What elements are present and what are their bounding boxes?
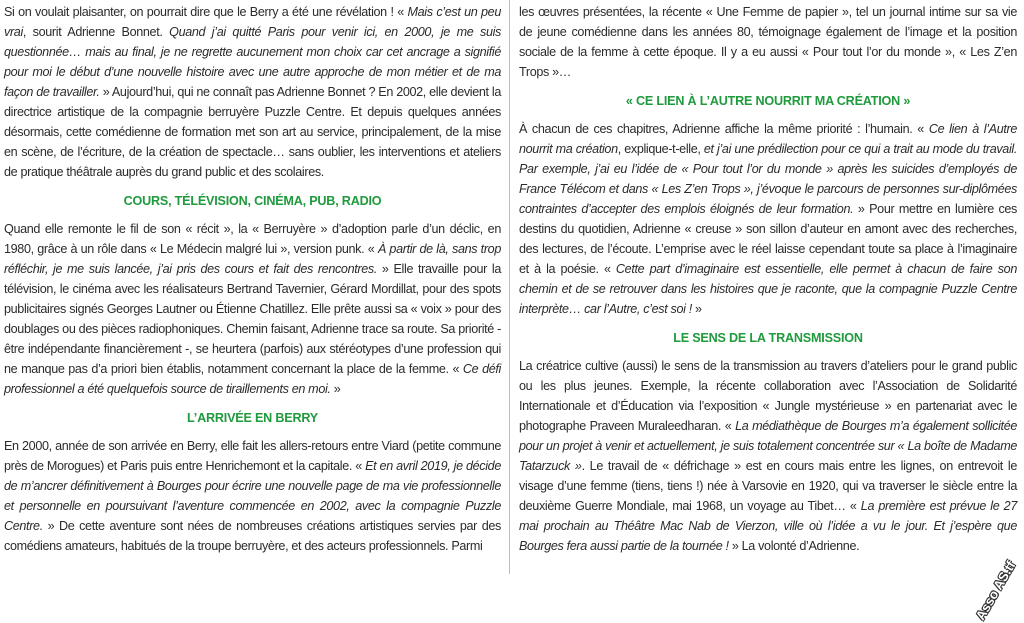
body-text: » Pour mettre en lumière ces destins du quotidien, Adrienne « creuse » son sillon d’auteur en amont avec des recherches, des lectures, de l’écoute. L’emprise avec le réel laisse cependant toute sa place à l’imaginaire et à la poésie. « — [519, 202, 1017, 276]
body-text: À chacun de ces chapitres, Adrienne affiche la même priorité : l’humain. « — [519, 122, 929, 136]
quote-text: Quand j’ai quitté Paris pour venir ici, en 2000, je me suis questionnée… mais au final, je ne regrette aucunement mon choix car cet ancrage a signifié pour moi le début d’une nouvelle histoire avec une autre approche de mon métier et de ma façon de travailler. — [4, 25, 501, 99]
transmission-paragraph — [519, 356, 1017, 556]
section-heading-transmission: LE SENS DE LA TRANSMISSION — [673, 331, 863, 345]
body-text: , sourit Adrienne Bonnet. — [22, 25, 170, 39]
quote-text: Et en avril 2019, je décide de m’ancrer définitivement à Bourges pour écrire une nouvelle page de ma vie professionnelle et personnelle en poursuivant l’aventure commencée en 2002, avec la compagnie Puzzle Centre. — [4, 459, 501, 533]
watermark: Asso AS.tf — [972, 558, 1018, 623]
quote-text: À partir de là, sans trop réfléchir, je me suis lancée, j’ai pris des cours et fait des rencontres. — [4, 242, 501, 276]
body-text: » De cette aventure sont nées de nombreuses créations artistiques servies par des comédiens amateurs, habitués de la troupe berruyère, et des acteurs professionnels. Parmi — [4, 519, 501, 553]
quote-text: et j’ai une prédilection pour ce qui a trait au mode du travail. Par exemple, j’ai eu l’idée de « Pour tout l’or du monde » après les suicides d’employés de France Télécom et dans « Les Z’en Trops », j’évoque le parcours de personnes sur-diplômées contraintes d’accepter des emplois éloignés de leur formation. — [519, 142, 1018, 216]
body-text: » — [330, 382, 341, 396]
right-column — [519, 2, 1017, 556]
section-heading-cours: COURS, TÉLÉVISION, CINÉMA, PUB, RADIO — [123, 194, 382, 208]
body-text: , explique-t-elle, — [617, 142, 704, 156]
section-heading-lien: « CE LIEN À L’AUTRE NOURRIT MA CRÉATION » — [625, 94, 911, 108]
body-text: » — [691, 302, 702, 316]
column-divider — [509, 0, 510, 574]
body-text: En 2000, année de son arrivée en Berry, elle fait les allers-retours entre Viard (petite commune près de Morogues) et Paris puis entre Henrichemont et la capitale. « — [4, 439, 501, 473]
quote-text: Cette part d’imaginaire est essentielle, elle permet à chacun de faire son chemin et de se retrouver dans les histoires que je raconte, que la compagnie Puzzle Centre interprète… car l’Autre, c’est soi ! — [519, 262, 1017, 316]
works-paragraph — [519, 2, 1017, 82]
body-text: Quand elle remonte le fil de son « récit », la « Berruyère » d’adoption parle d’un déclic, en 1980, grâce à un rôle dans « Le Médecin malgré lui », version punk. « — [4, 222, 501, 256]
creation-paragraph — [519, 119, 1017, 319]
quote-text: Ce défi professionnel a été quelquefois source de tiraillements en moi. — [4, 362, 501, 396]
intro-paragraph — [4, 2, 501, 182]
body-text: » Aujourd’hui, qui ne connaît pas Adrienne Bonnet ? En 2002, elle devient la directrice artistique de la compagnie berruyère Puzzle Centre. Et depuis quelques années désormais, cette comédienne de formation met son art au service, principalement, de la mise en scène, de l’écriture, de la création de spectacle… sans oublier, les interventions et ateliers de pratique théâtrale auprès du grand public et des scolaires. — [4, 85, 502, 179]
body-text: » La volonté d’Adrienne. — [728, 539, 860, 553]
body-text: Si on voulait plaisanter, on pourrait dire que le Berry a été une révélation ! « — [4, 5, 408, 19]
section-heading-arrivee: L’ARRIVÉE EN BERRY — [187, 411, 318, 425]
body-text: . Le travail de « défrichage » est en cours mais entre les lignes, on entrevoit le visage d’une femme (tiens, tiens !) née à Varsovie en 1920, qui va traverser le siècle entre la deuxième Guerre Mondiale, mai 1968, un voyage au Tibet… « — [519, 459, 1017, 513]
left-column — [4, 2, 501, 556]
quote-text: La médiathèque de Bourges m’a également sollicitée pour un projet à venir et actuellement, je suis totalement concentrée sur « La boîte de Madame Tatarzuck » — [519, 419, 1018, 473]
body-text: La créatrice cultive (aussi) le sens de la transmission au travers d’ateliers pour le grand public ou les plus jeunes. Exemple, la récente collaboration avec l’Association de Solidarité Internationale et d’Éducation via l’exposition « Jungle mystérieuse » en partenariat avec le photographe Praveen Muraleedharan. « — [519, 359, 1017, 433]
quote-text: Ce lien à l’Autre nourrit ma création — [519, 122, 1017, 156]
quote-text: Mais c’est un peu vrai — [4, 5, 501, 39]
career-paragraph — [4, 219, 501, 399]
arrival-paragraph — [4, 436, 501, 556]
body-text: les œuvres présentées, la récente « Une Femme de papier », tel un journal intime sur sa vie de jeune comédienne dans les années 80, témoignage également de l’image et la position sociale de la femme à cette époque. Il y a eu aussi « Pour tout l’or du monde », « Les Z’en Trops »… — [519, 5, 1017, 79]
body-text: » Elle travaille pour la télévision, le cinéma avec les réalisateurs Bertrand Tavernier, Gérard Mordillat, pour des spots publicitaires signés Georges Lautner ou Étienne Chatillez. Elle prête aussi sa « voix » pour des doublages ou des pièces radiophoniques. Chemin faisant, Adrienne trace sa route. Sa priorité - être indépendante financièrement -, se heurtera (parfois) aux stéréotypes d’une profession qui ne manque pas d’a priori bien établis, notamment concernant la place de la femme. « — [4, 262, 502, 376]
quote-text: La première est prévue le 27 mai prochain au Théâtre Mac Nab de Vierzon, ville où l’idée a vu le jour. Et j’espère que Bourges fera aussi partie de la tournée ! — [519, 499, 1017, 553]
